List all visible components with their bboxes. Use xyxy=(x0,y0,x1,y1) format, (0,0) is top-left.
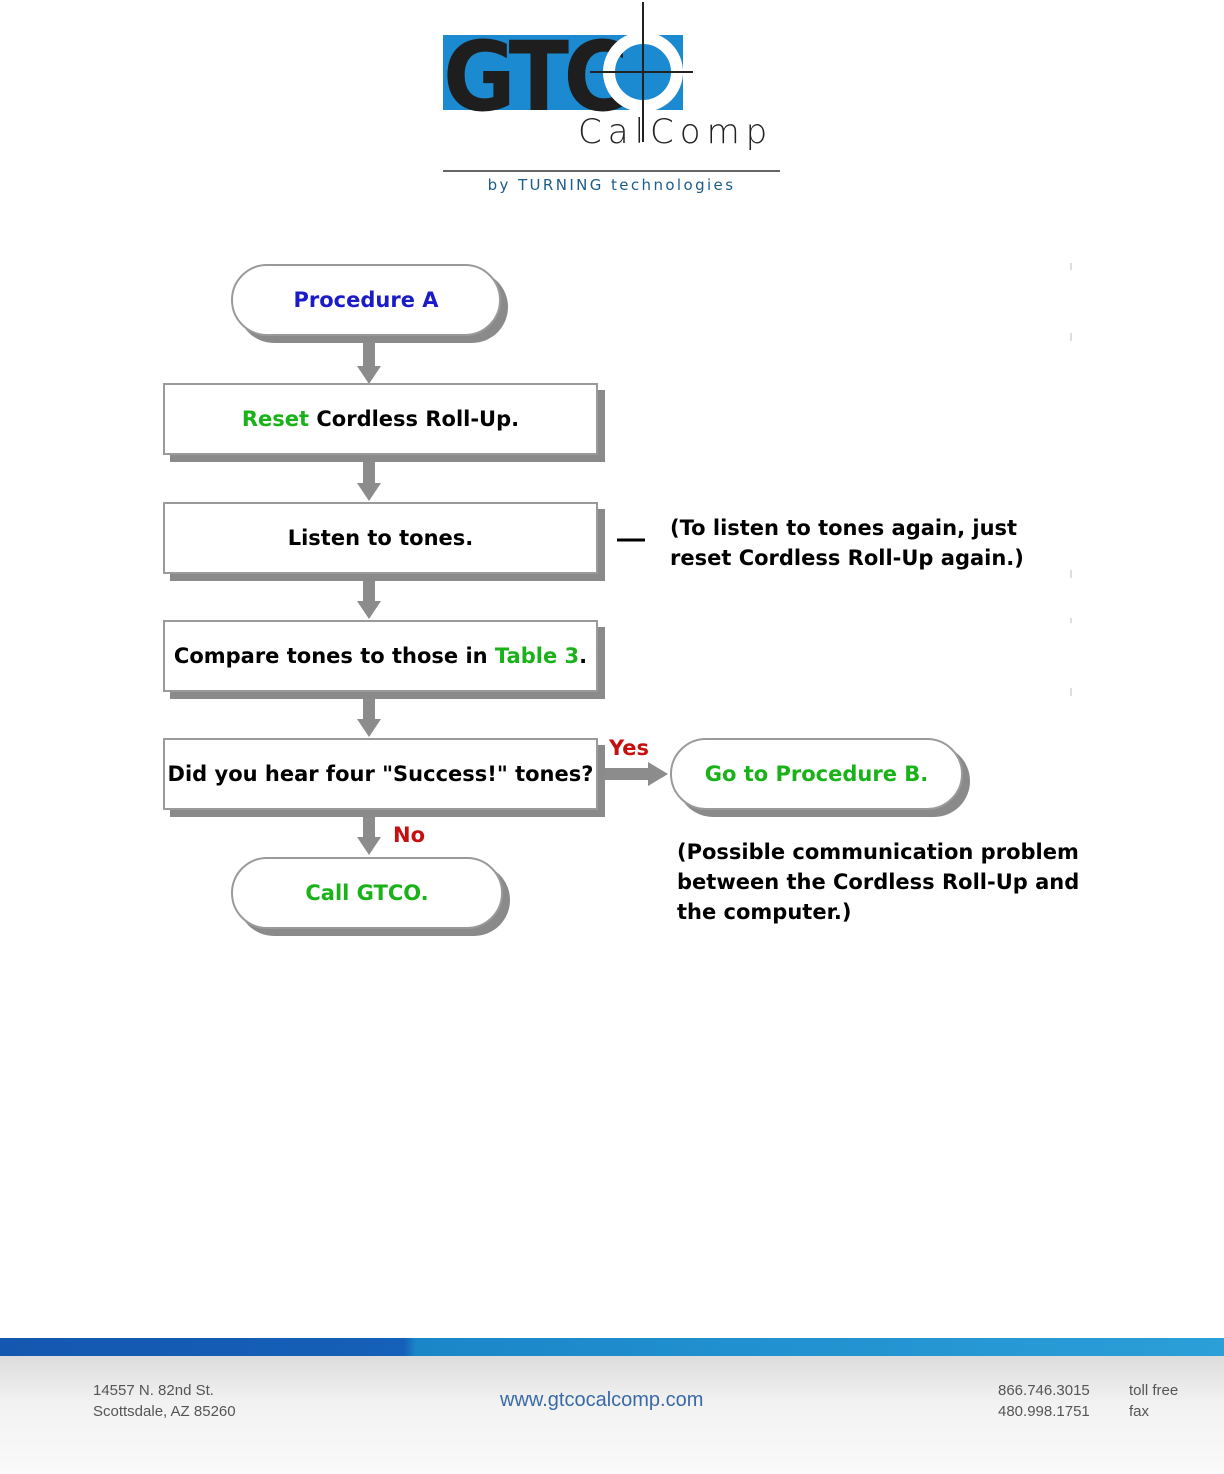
footer-address xyxy=(93,1380,236,1422)
footer-color-bar xyxy=(0,1338,1224,1356)
call-gtco xyxy=(231,857,503,929)
fax-label: fax xyxy=(1129,1403,1150,1420)
svg-text:GTC: GTC xyxy=(443,21,624,133)
footer-phones xyxy=(998,1380,1090,1422)
logo-calcomp-text: CalComp xyxy=(578,112,774,152)
note-listen-line1: (To listen to tones again, just xyxy=(670,516,1018,540)
note-communication-problem xyxy=(677,837,1079,927)
note-listen-line2: reset Cordless Roll-Up again.) xyxy=(670,546,1024,570)
decision-text: Did you hear four "Success!" tones? xyxy=(167,762,594,786)
procedure-b-label: Go to Procedure B. xyxy=(704,762,929,786)
phone-toll-free: 866.746.3015 xyxy=(998,1382,1090,1399)
page-footer xyxy=(0,1356,1224,1474)
yes-label: Yes xyxy=(609,736,650,760)
toll-free-label: toll free xyxy=(1129,1382,1179,1399)
no-label: No xyxy=(393,823,426,847)
step-compare xyxy=(163,620,598,692)
start-label: Procedure A xyxy=(293,288,439,312)
table-3-link: Table 3 xyxy=(494,644,580,668)
address-line-1: 14557 N. 82nd St. xyxy=(93,1382,214,1399)
reset-highlight: Reset xyxy=(241,407,310,431)
goto-procedure-b xyxy=(670,738,963,810)
step-reset xyxy=(163,383,598,455)
website-link[interactable]: www.gtcocalcomp.com xyxy=(500,1389,704,1411)
note-problem-line3: the computer.) xyxy=(677,900,852,924)
reset-text: Cordless Roll-Up. xyxy=(309,407,520,431)
compare-end: . xyxy=(579,644,588,668)
logo-byline: by TURNING technologies xyxy=(487,176,736,194)
address-line-2: Scottsdale, AZ 85260 xyxy=(93,1403,236,1420)
note-problem-line2: between the Cordless Roll-Up and xyxy=(677,870,1080,894)
listen-text: Listen to tones. xyxy=(287,526,474,550)
decision-success-tones xyxy=(163,738,598,810)
start-procedure-a xyxy=(231,264,501,336)
compare-text: Compare tones to those in xyxy=(173,644,495,668)
step-listen xyxy=(163,502,598,574)
phone-fax: 480.998.1751 xyxy=(998,1403,1090,1420)
call-gtco-label: Call GTCO. xyxy=(305,881,429,905)
note-problem-line1: (Possible communication problem xyxy=(677,840,1079,864)
note-listen-again xyxy=(670,513,1024,573)
footer-phone-labels xyxy=(1129,1380,1178,1422)
